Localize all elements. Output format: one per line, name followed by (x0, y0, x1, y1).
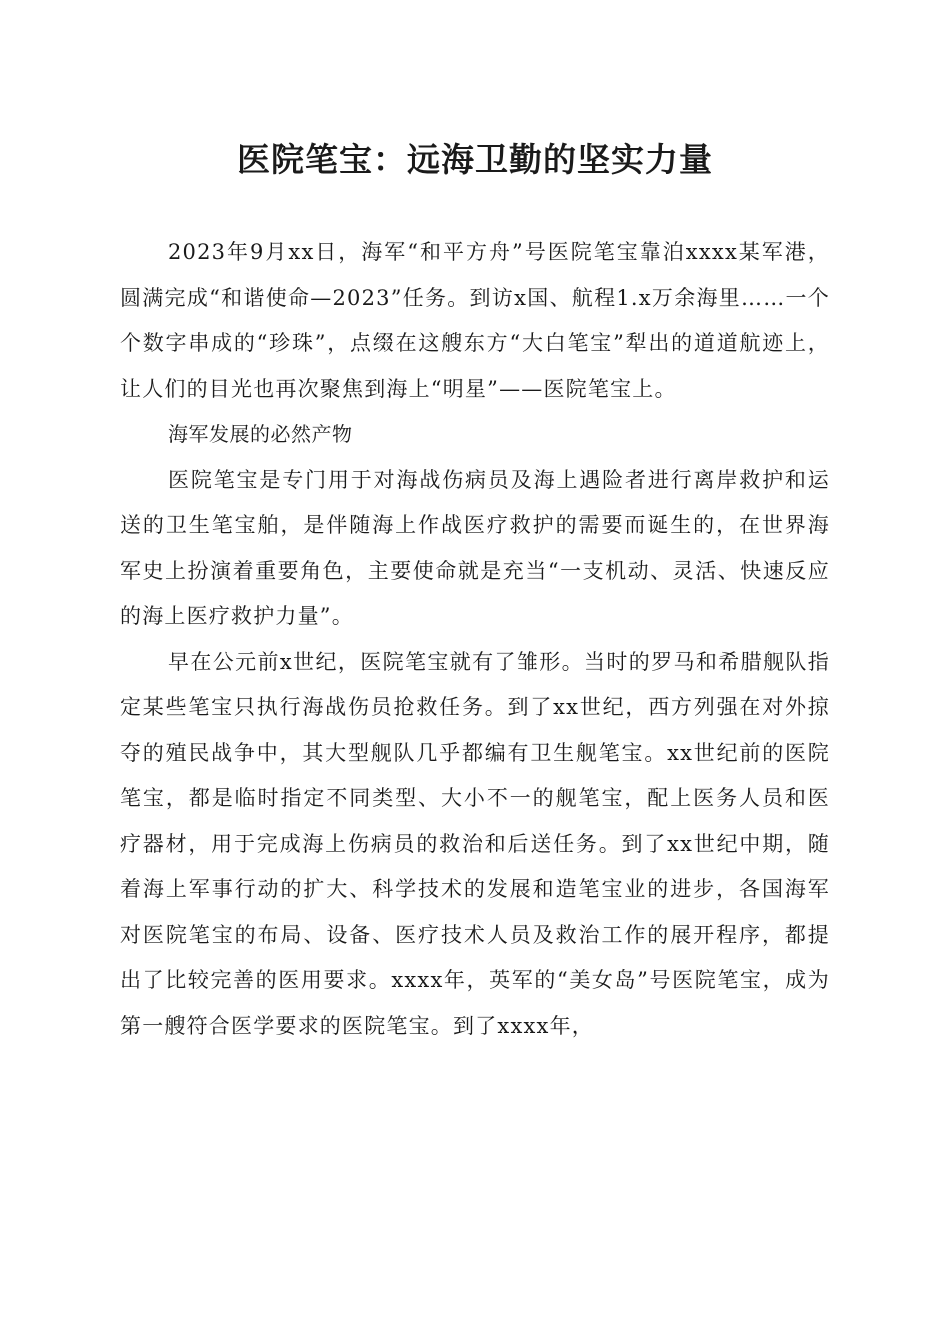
document-title: 医院笔宝：远海卫勤的坚实力量 (237, 140, 713, 179)
paragraph-intro: 2023年9月xx日，海军“和平方舟”号医院笔宝靠泊xxxx某军港，圆满完成“和谐使命—2023”任务。到访x国、航程1.x万余海里……一个个数字串成的“珍珠”，点缀在这艘东方“大白笔宝”犁出的道道航迹上，让人们的目光也再次聚焦到海上“明星”——医院笔宝上。 (120, 240, 830, 401)
paragraph-history: 早在公元前x世纪，医院笔宝就有了雏形。当时的罗马和希腊舰队指定某些笔宝只执行海战伤员抢救任务。到了xx世纪，西方列强在对外掠夺的殖民战争中，其大型舰队几乎都编有卫生舰笔宝。xx世纪前的医院笔宝，都是临时指定不同类型、大小不一的舰笔宝，配上医务人员和医疗器材，用于完成海上伤病员的救治和后送任务。到了xx世纪中期，随着海上军事行动的扩大、科学技术的发展和造笔宝业的进步，各国海军对医院笔宝的布局、设备、医疗技术人员及救治工作的展开程序，都提出了比较完善的医用要求。xxxx年，英军的“美女岛”号医院笔宝，成为第一艘符合医学要求的医院笔宝。到了xxxx年， (120, 649, 830, 1038)
paragraph-definition: 医院笔宝是专门用于对海战伤病员及海上遇险者进行离岸救护和运送的卫生笔宝舶，是伴随海上作战医疗救护的需要而诞生的，在世界海军史上扮演着重要角色，主要使命就是充当“一支机动、灵活、快速反应的海上医疗救护力量”。 (120, 467, 830, 628)
section-heading: 海军发展的必然产物 (168, 422, 353, 446)
document-body (120, 230, 830, 1049)
